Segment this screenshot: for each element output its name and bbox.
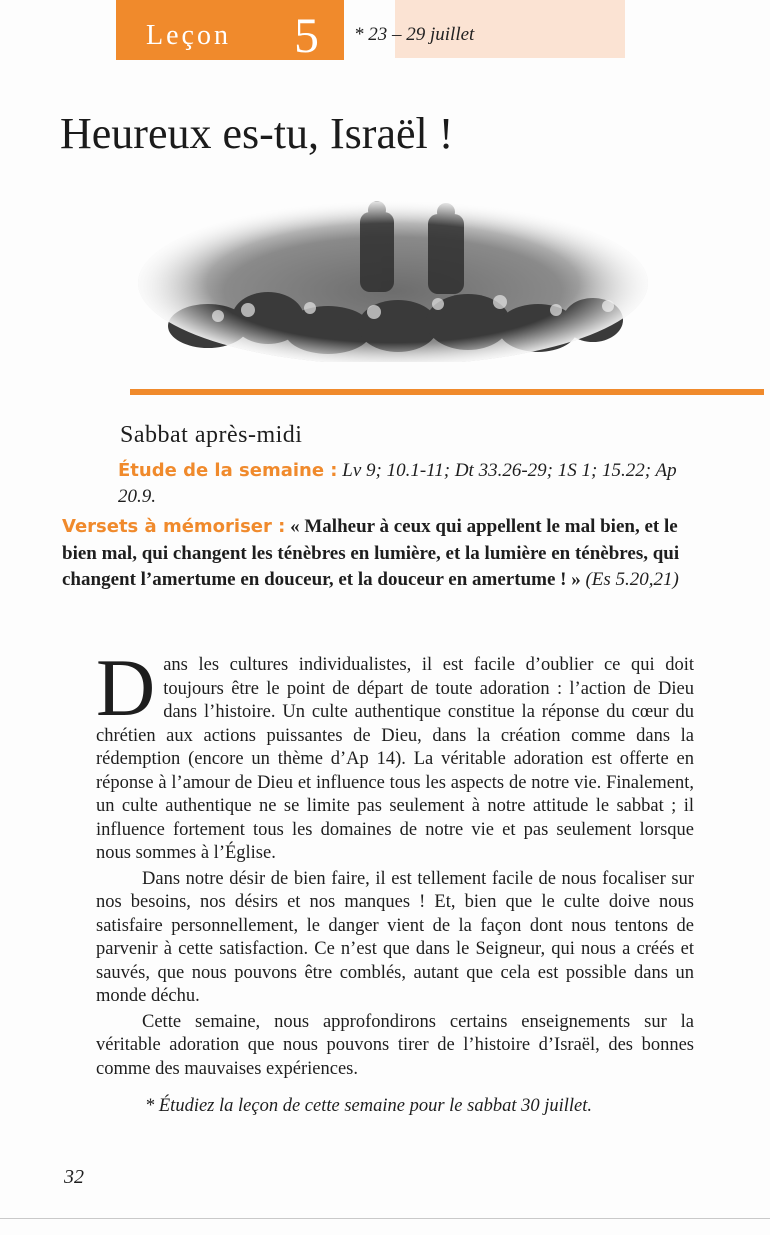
section-divider (130, 389, 764, 395)
body-text (96, 642, 694, 1081)
paragraph-1 (96, 642, 694, 866)
study-label: Étude de la semaine : (118, 460, 338, 481)
study-of-the-week (118, 458, 698, 510)
paragraph-2: Dans notre désir de bien faire, il est tellement facile de nous focaliser sur nos besoins, nos désirs et nos manques ! Et, bien que le culte doive nous satisfaire personnellement, le danger vient de la façon dont nous tentons de parvenir à cette satisfaction. Ce n’est que dans le Seigneur, qui nous a créés et sauvés, que nous pouvons être comblés, autant que cela est possible dans un monde déchu. (96, 868, 694, 1006)
bottom-rule (0, 1218, 770, 1219)
lesson-dates: * 23 – 29 juillet (354, 24, 475, 45)
crowd-worship-illustration (138, 198, 648, 362)
memory-label: Versets à mémoriser : (62, 516, 286, 537)
lesson-word: Leçon (146, 20, 231, 51)
drop-cap: D (96, 642, 156, 733)
memory-verse (62, 514, 694, 594)
lesson-tab (116, 0, 344, 63)
lesson-number: 5 (294, 7, 319, 63)
memory-quote: « Malheur à ceux qui appellent le mal bien, et le bien mal, qui changent les ténèbres en lumière, et la lumière en ténèbres, qui changent l’amertume en douceur, et la douceur en amertume ! » (62, 516, 680, 590)
study-references: Lv 9; 10.1-11; Dt 33.26-29; 1S 1; 15.22; Ap 20.9. (118, 460, 677, 507)
memory-reference: (Es 5.20,21) (585, 569, 679, 590)
page-title: Heureux es-tu, Israël ! (60, 109, 454, 158)
paragraph-1-text: ans les cultures individualistes, il est facile d’oublier ce qui doit toujours être le point de départ de toute adoration : l’action de Dieu dans l’histoire. Un culte authentique constitue la réponse du cœur du chrétien aux actions puissantes de Dieu, dans la création comme dans la rédemption (encore un thème d’Ap 14). La véritable adoration est offerte en réponse à l’amour de Dieu et influence tous les aspects de notre vie. Finalement, un culte authentique ne se limite pas seulement à notre attitude le sabbat ; il influence fortement tous les domaines de notre vie et pas seulement lorsque nous sommes à l’Église. (96, 655, 694, 863)
page-number: 32 (64, 1166, 84, 1188)
paragraph-3: Cette semaine, nous approfondirons certains enseignements sur la véritable adoration que nous pouvons tirer de l’histoire d’Israël, des bonnes comme des mauvaises expériences. (96, 1011, 694, 1079)
footnote: * Étudiez la leçon de cette semaine pour le sabbat 30 juillet. (145, 1096, 592, 1116)
section-heading: Sabbat après-midi (120, 422, 303, 448)
